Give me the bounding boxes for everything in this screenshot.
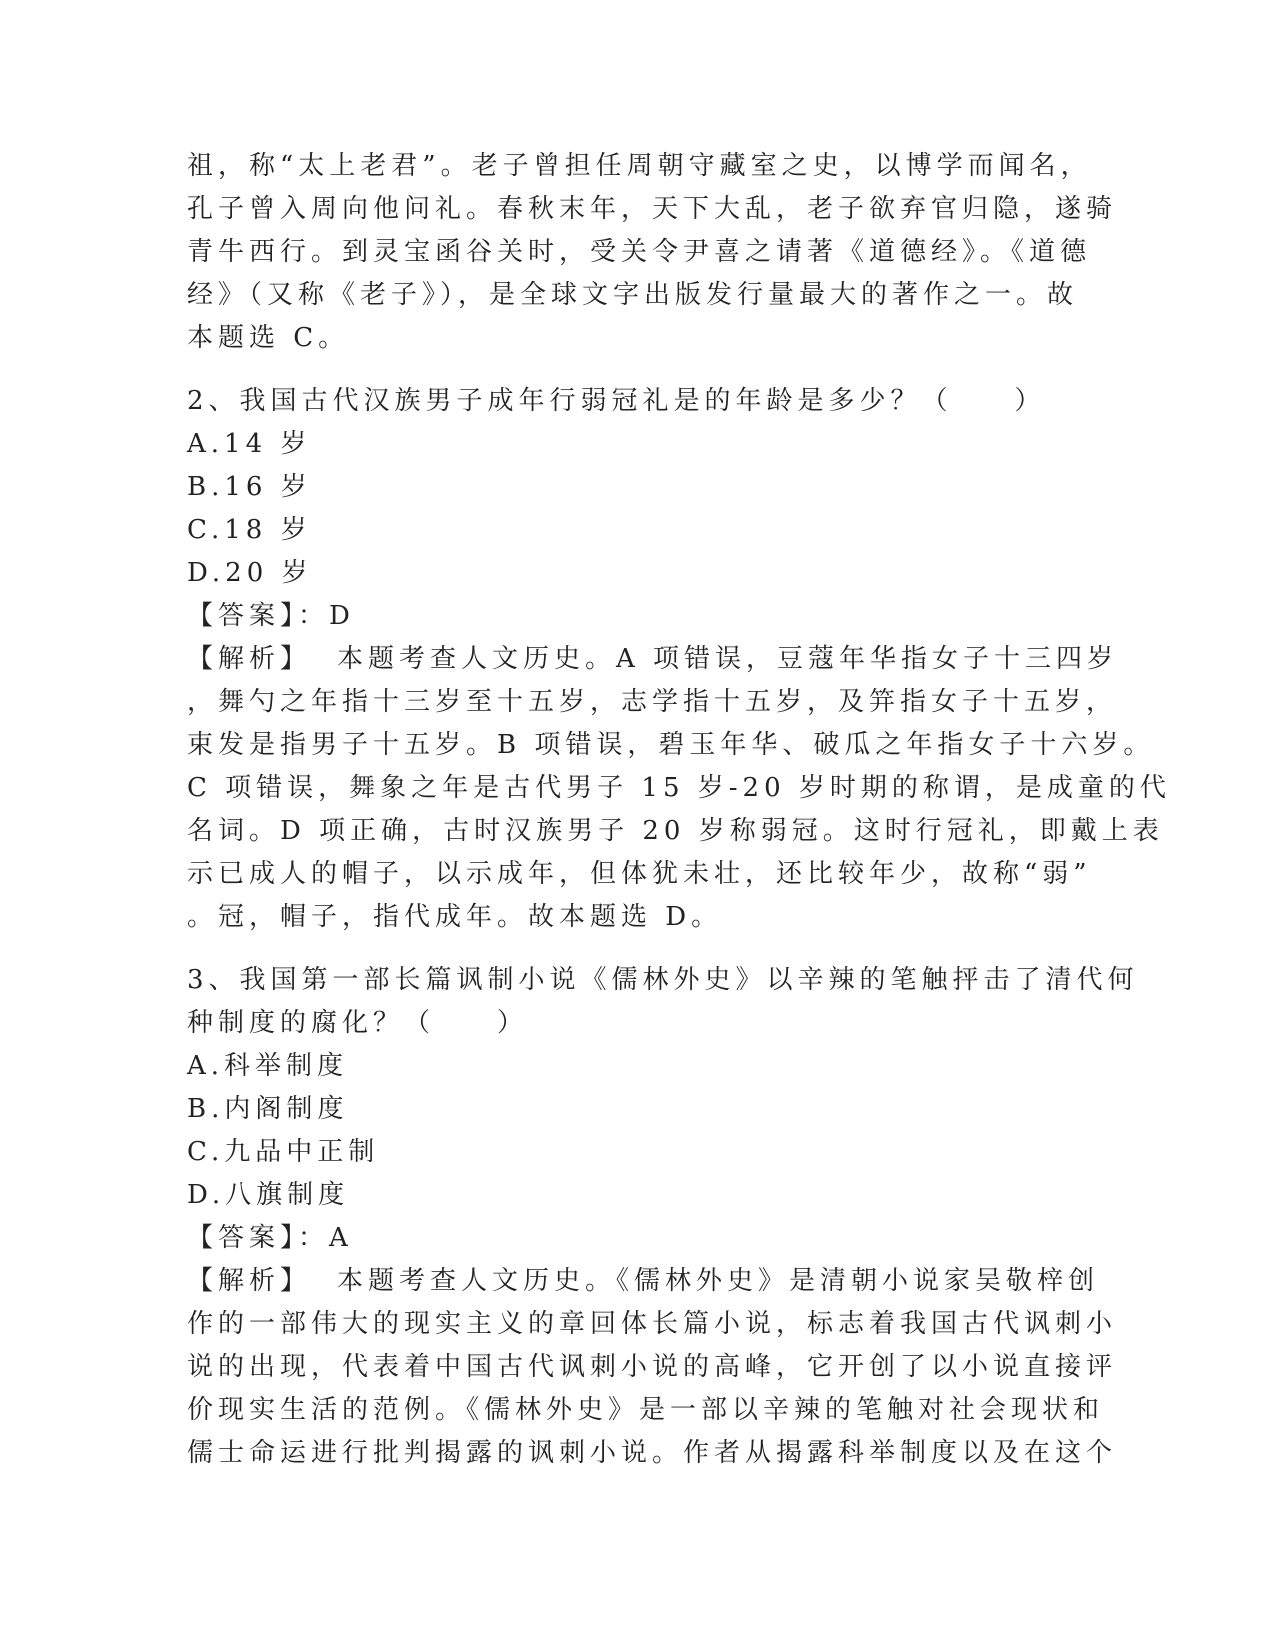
option-d: D.八旗制度	[187, 1180, 350, 1210]
continued-explanation	[187, 145, 1118, 360]
analysis-line: ，舞勺之年指十三岁至十五岁，志学指十五岁，及笄指女子十五岁，	[187, 687, 1118, 717]
option-b: B.16 岁	[187, 472, 312, 502]
text-line: 孔子曾入周向他问礼。春秋末年，天下大乱，老子欲弃官归隐，遂骑	[187, 194, 1118, 224]
analysis-label: 【解析】	[187, 1266, 312, 1296]
text-line: 本题选 C。	[187, 323, 350, 353]
document-page	[187, 145, 1171, 1475]
option-a: A.14 岁	[187, 429, 312, 459]
option-d: D.20 岁	[187, 558, 313, 588]
analysis-line: 名词。D 项正确，古时汉族男子 20 岁称弱冠。这时行冠礼，即戴上表	[187, 816, 1164, 846]
option-c: C.18 岁	[187, 515, 312, 545]
text-line: 祖，称“太上老君”。老子曾担任周朝守藏室之史，以博学而闻名，	[187, 151, 1092, 181]
analysis-first-line	[187, 638, 1119, 681]
analysis-text: 本题考查人文历史。A 项错误，豆蔻年华指女子十三四岁	[337, 644, 1119, 674]
analysis-line: 作的一部伟大的现实主义的章回体长篇小说，标志着我国古代讽刺小	[187, 1309, 1118, 1339]
analysis-line: 儒士命运进行批判揭露的讽刺小说。作者从揭露科举制度以及在这个	[187, 1438, 1118, 1468]
analysis-text: 本题考查人文历史。《儒林外史》是清朝小说家吴敬梓创	[337, 1266, 1100, 1296]
question-title: 3、我国第一部长篇讽制小说《儒林外史》以辛辣的笔触抨击了清代何	[187, 965, 1139, 995]
option-b: B.内阁制度	[187, 1094, 349, 1124]
question-3	[187, 959, 1139, 1475]
analysis-line: C 项错误，舞象之年是古代男子 15 岁-20 岁时期的称谓，是成童的代	[187, 773, 1171, 803]
question-title: 种制度的腐化？（ ）	[187, 1008, 529, 1038]
question-2	[187, 380, 1171, 939]
analysis-line: 说的出现，代表着中国古代讽刺小说的高峰，它开创了以小说直接评	[187, 1352, 1118, 1382]
text-line: 青牛西行。到灵宝函谷关时，受关令尹喜之请著《道德经》。《道德	[187, 237, 1092, 267]
option-c: C.九品中正制	[187, 1137, 380, 1167]
answer-label: 【答案】：D	[187, 601, 355, 631]
analysis-first-line	[187, 1260, 1100, 1303]
analysis-line: 示已成人的帽子，以示成年，但体犹未壮，还比较年少，故称“弱”	[187, 859, 1092, 889]
analysis-line: 束发是指男子十五岁。B 项错误，碧玉年华、破瓜之年指女子十六岁。	[187, 730, 1155, 760]
answer-label: 【答案】：A	[187, 1223, 353, 1253]
text-line: 经》（又称《老子》），是全球文字出版发行量最大的著作之一。故	[187, 280, 1079, 310]
option-a: A.科举制度	[187, 1051, 349, 1081]
analysis-label: 【解析】	[187, 644, 312, 674]
question-title: 2、我国古代汉族男子成年行弱冠礼是的年龄是多少？（ ）	[187, 386, 1046, 416]
analysis-line: 。冠，帽子，指代成年。故本题选 D。	[187, 902, 723, 932]
analysis-line: 价现实生活的范例。《儒林外史》是一部以辛辣的笔触对社会现状和	[187, 1395, 1105, 1425]
